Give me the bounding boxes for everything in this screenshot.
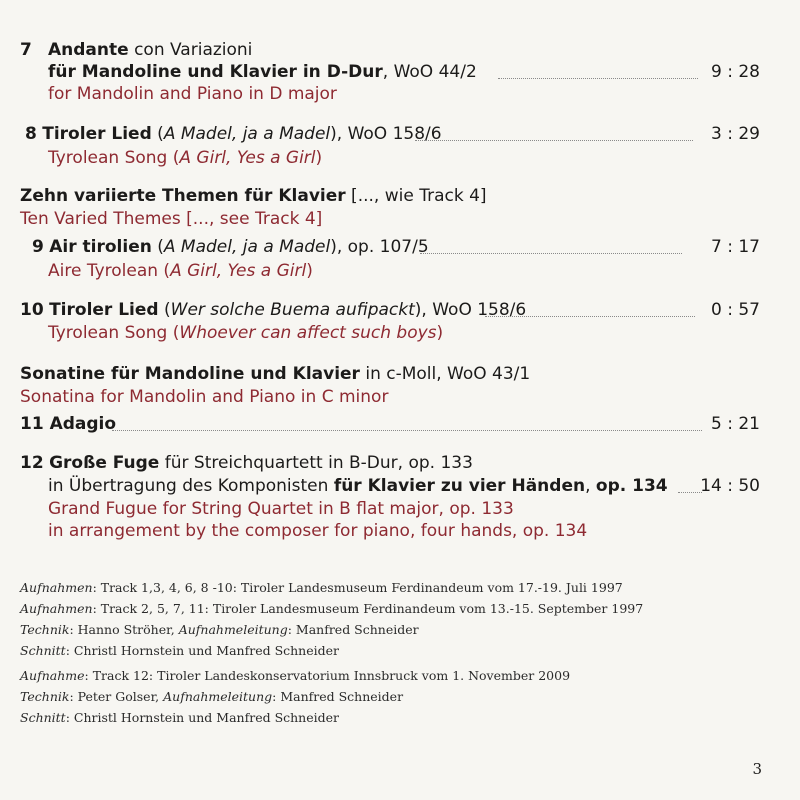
- track-title-rest: con Variazioni: [128, 40, 253, 60]
- leader-dots: [678, 492, 702, 493]
- credit-text2: : Manfred Schneider: [287, 622, 419, 637]
- track-title-paren: (: [151, 237, 164, 257]
- track-duration: 9 : 28: [711, 62, 760, 82]
- track-title-bold: Tiroler Lied: [49, 300, 159, 320]
- leader-dots: [485, 316, 695, 317]
- track-duration: 0 : 57: [711, 300, 760, 320]
- group-heading-rest: [..., wie Track 4]: [345, 186, 487, 206]
- group-heading-bold: Zehn variierte Themen für Klavier: [20, 186, 346, 206]
- credit-label: Schnitt: [20, 643, 66, 658]
- credit-label: Aufnahmen: [20, 601, 93, 616]
- track-title-italic: A Madel, ja a Madel: [163, 124, 331, 144]
- credit-text: : Track 1,3, 4, 6, 8 -10: Tiroler Landesmuseum Ferdinandeum vom 17.-19. Juli 1997: [92, 580, 623, 595]
- english-italic: A Girl, Yes a Girl: [179, 148, 316, 168]
- track-title-italic: Wer solche Buema aufipackt: [170, 300, 415, 320]
- track-title: [20, 453, 473, 473]
- english-post: ): [436, 323, 444, 343]
- credit-line: [20, 601, 643, 617]
- track-title-bold: Große Fuge: [49, 453, 160, 473]
- track-number: 7: [20, 40, 32, 60]
- english-pre: Aire Tyrolean (: [48, 261, 171, 281]
- sonatina-heading: [20, 364, 530, 384]
- credit-text2: : Manfred Schneider: [272, 689, 404, 704]
- track-english: for Mandolin and Piano in D major: [48, 84, 337, 104]
- track-english: in arrangement by the composer for piano, four hands, op. 134: [48, 521, 588, 541]
- credit-line: [20, 689, 403, 705]
- credit-text: : Christl Hornstein und Manfred Schneider: [65, 643, 339, 658]
- group-english: Ten Varied Themes [..., see Track 4]: [20, 209, 323, 229]
- credit-label: Aufnahme: [20, 668, 85, 683]
- track-title: [48, 40, 252, 60]
- track-subtitle: [48, 476, 668, 496]
- track-title-bold: Adagio: [49, 414, 117, 434]
- track-number: 12: [20, 453, 44, 473]
- credit-label: Technik: [20, 622, 70, 637]
- track-english: [48, 148, 322, 168]
- track-title-paren: (: [151, 124, 164, 144]
- track-duration: 14 : 50: [700, 476, 760, 496]
- track-number: 10: [20, 300, 44, 320]
- leader-dots: [420, 253, 682, 254]
- track-subtitle-sep: ,: [585, 476, 596, 496]
- track-title: [25, 124, 442, 144]
- english-pre: Tyrolean Song (: [48, 148, 180, 168]
- track-title-rest: für Streichquartett in B-Dur, op. 133: [159, 453, 473, 473]
- credit-label: Technik: [20, 689, 70, 704]
- track-subtitle: [48, 62, 477, 82]
- sonatina-english: Sonatina for Mandolin and Piano in C minor: [20, 387, 389, 407]
- track-subtitle-bold: für Klavier zu vier Händen: [333, 476, 586, 496]
- credit-line: [20, 622, 419, 638]
- credit-text: : Track 12: Tiroler Landeskonservatorium Innsbruck vom 1. November 2009: [84, 668, 571, 683]
- sonatina-heading-rest: in c-Moll, WoO 43/1: [359, 364, 531, 384]
- track-title: [20, 300, 526, 320]
- track-duration: 3 : 29: [711, 124, 760, 144]
- track-title-rest: ), WoO 158/6: [414, 300, 527, 320]
- track-subtitle-rest: , WoO 44/2: [382, 62, 477, 82]
- credit-text: : Peter Golser,: [69, 689, 164, 704]
- track-english: [48, 323, 443, 343]
- credit-text: : Hanno Ströher,: [69, 622, 179, 637]
- sonatina-heading-bold: Sonatine für Mandoline und Klavier: [20, 364, 360, 384]
- english-post: ): [315, 148, 323, 168]
- page-number: 3: [752, 760, 762, 778]
- track-subtitle-bold2: op. 134: [595, 476, 668, 496]
- credit-line: [20, 668, 570, 684]
- english-italic: A Girl, Yes a Girl: [170, 261, 307, 281]
- track-title-bold: Air tirolien: [49, 237, 152, 257]
- credit-label: Aufnahmen: [20, 580, 93, 595]
- track-title-rest: ), WoO 158/6: [330, 124, 442, 144]
- track-title: [20, 414, 116, 434]
- track-number: 9: [32, 237, 44, 257]
- credit-label2: Aufnahmeleitung: [163, 689, 273, 704]
- credit-line: [20, 643, 339, 659]
- track-title-bold: Tiroler Lied: [42, 124, 152, 144]
- credit-text: : Christl Hornstein und Manfred Schneider: [65, 710, 339, 725]
- leader-dots: [498, 78, 698, 79]
- leader-dots: [112, 430, 702, 431]
- track-subtitle-rest: in Übertragung des Komponisten: [48, 476, 334, 496]
- leader-dots: [415, 140, 693, 141]
- english-italic: Whoever can affect such boys: [179, 323, 437, 343]
- track-subtitle-bold: für Mandoline und Klavier in D-Dur: [48, 62, 383, 82]
- english-post: ): [306, 261, 313, 281]
- track-duration: 5 : 21: [711, 414, 760, 434]
- credit-label2: Aufnahmeleitung: [178, 622, 288, 637]
- track-title-rest: ), op. 107/5: [330, 237, 429, 257]
- track-title-paren: (: [158, 300, 171, 320]
- track-english: Grand Fugue for String Quartet in B flat major, op. 133: [48, 499, 514, 519]
- track-duration: 7 : 17: [711, 237, 760, 257]
- track-english: [48, 261, 313, 281]
- group-heading: [20, 186, 487, 206]
- credit-line: [20, 710, 339, 726]
- track-title-italic: A Madel, ja a Madel: [163, 237, 331, 257]
- credit-label: Schnitt: [20, 710, 66, 725]
- english-pre: Tyrolean Song (: [48, 323, 180, 343]
- track-number: 8: [25, 124, 37, 144]
- credit-text: : Track 2, 5, 7, 11: Tiroler Landesmuseum Ferdinandeum vom 13.-15. September 1997: [92, 601, 644, 616]
- track-number: 11: [20, 414, 44, 434]
- track-title: [32, 237, 429, 257]
- track-title-bold: Andante: [48, 40, 129, 60]
- credit-line: [20, 580, 623, 596]
